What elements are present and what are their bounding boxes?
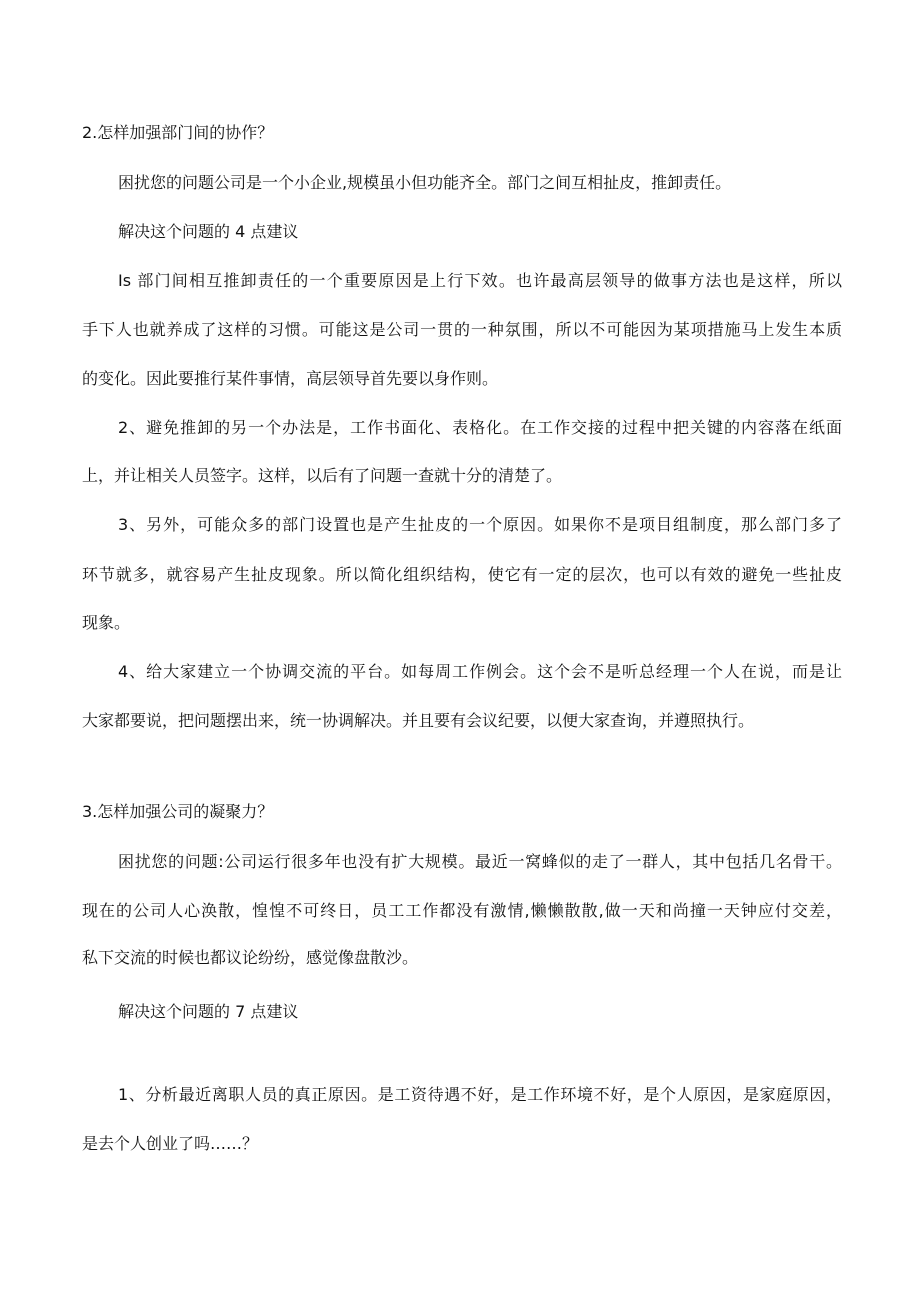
problem-line-1: 困扰您的问题:公司运行很多年也没有扩大规模。最近一窝蜂似的走了一群人，其中包括几名骨干。 [118,852,842,871]
advice-item-1-line-1: 1、分析最近离职人员的真正原因。是工资待遇不好，是工作环境不好，是个人原因，是家庭原因， [118,1085,842,1104]
advice-item-2-line-2: 上，并让相关人员签字。这样，以后有了问题一查就十分的清楚了。 [82,466,563,485]
advice-item-1-line-3: 的变化。因此要推行某件事情，高层领导首先要以身作则。 [82,369,499,388]
advice-item-1-line-2: 是去个人创业了吗……？ [82,1134,259,1153]
advice-intro: 解决这个问题的 7 点建议 [118,1002,299,1021]
advice-item-4-line-1: 4、给大家建立一个协调交流的平台。如每周工作例会。这个会不是听总经理一个人在说，而是让 [118,662,842,681]
problem-line-3: 私下交流的时候也都议论纷纷，感觉像盘散沙。 [82,948,419,967]
advice-item-1-line-2: 手下人也就养成了这样的习惯。可能这是公司一贯的一种氛围，所以不可能因为某项措施马上发生本质 [82,320,842,339]
section-heading: 2.怎样加强部门间的协作？ [82,123,274,142]
advice-intro: 解决这个问题的 4 点建议 [118,222,299,241]
problem-paragraph: 困扰您的问题公司是一个小企业,规模虽小但功能齐全。部门之间互相扯皮，推卸责任。 [118,173,732,192]
advice-item-2-line-1: 2、避免推卸的另一个办法是，工作书面化、表格化。在工作交接的过程中把关键的内容落在纸面 [118,418,842,437]
advice-item-3-line-2: 环节就多，就容易产生扯皮现象。所以简化组织结构，使它有一定的层次，也可以有效的避免一些扯皮 [82,565,842,584]
section-heading: 3.怎样加强公司的凝聚力？ [82,802,274,821]
advice-item-3-line-1: 3、另外，可能众多的部门设置也是产生扯皮的一个原因。如果你不是项目组制度，那么部门多了 [118,515,842,534]
advice-item-1-line-1: Is 部门间相互推卸责任的一个重要原因是上行下效。也许最高层领导的做事方法也是这样，所以 [118,271,842,290]
problem-line-2: 现在的公司人心涣散，惶惶不可终日，员工工作都没有激情,懒懒散散,做一天和尚撞一天钟应付交差， [82,901,842,920]
advice-item-4-line-2: 大家都要说，把问题摆出来，统一协调解决。并且要有会议纪要，以便大家查询，并遵照执行。 [82,711,755,730]
advice-item-3-line-3: 现象。 [82,613,131,632]
